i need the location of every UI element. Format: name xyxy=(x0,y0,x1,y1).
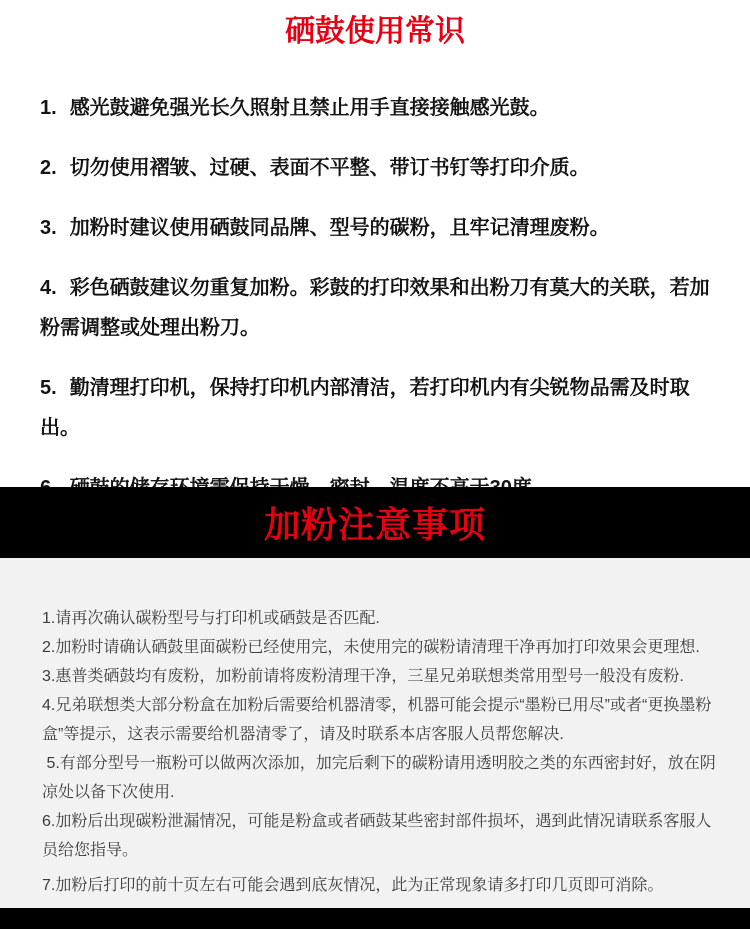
note-item: 6.加粉后出现碳粉泄漏情况，可能是粉盒或者硒鼓某些密封部件损坏，遇到此情况请联系客服人员给您指导。 xyxy=(42,813,712,859)
usage-item-text: 切勿使用褶皱、过硬、表面不平整、带订书钉等打印介质。 xyxy=(69,157,590,179)
usage-item-text: 感光鼓避免强光长久照射且禁止用手直接接触感光鼓。 xyxy=(69,97,550,119)
usage-item-text: 彩色硒鼓建议勿重复加粉。彩鼓的打印效果和出粉刀有莫大的关联，若加粉需调整或处理出粉刀。 xyxy=(40,277,710,339)
note-item: 5.有部分型号一瓶粉可以做两次添加，加完后剩下的碳粉请用透明胶之类的东西密封好，放在阴凉处以备下次使用. xyxy=(42,755,716,801)
usage-item xyxy=(40,208,710,248)
usage-item-text: 勤清理打印机，保持打印机内部清洁，若打印机内有尖锐物品需及时取出。 xyxy=(40,377,690,439)
note-item: 3.惠普类硒鼓均有废粉，加粉前请将废粉清理干净，三星兄弟联想类常用型号一般没有废粉. xyxy=(42,668,684,685)
page-title: 硒鼓使用常识 xyxy=(285,15,465,48)
usage-list xyxy=(40,88,710,508)
usage-item xyxy=(40,148,710,188)
note-item: 1.请再次确认碳粉型号与打印机或硒鼓是否匹配. xyxy=(42,610,380,627)
note-item: 7.加粉后打印的前十页左右可能会遇到底灰情况，此为正常现象请多打印几页即可消除。 xyxy=(42,877,664,894)
note-item: 4.兄弟联想类大部分粉盒在加粉后需要给机器清零，机器可能会提示“墨粉已用尽”或者“更换墨粉盒”等提示，这表示需要给机器清零了，请及时联系本店客服人员帮您解决. xyxy=(42,697,712,743)
usage-item-number: 3. xyxy=(40,217,57,239)
note-item: 2.加粉时请确认硒鼓里面碳粉已经使用完，未使用完的碳粉请清理干净再加打印效果会更理想. xyxy=(42,639,700,656)
usage-item-number: 1. xyxy=(40,97,57,119)
usage-item-number: 5. xyxy=(40,377,57,399)
usage-item xyxy=(40,368,710,448)
usage-item-number: 2. xyxy=(40,157,57,179)
usage-item xyxy=(40,268,710,348)
black-banner xyxy=(0,487,750,558)
banner-title: 加粉注意事项 xyxy=(263,504,486,545)
usage-item xyxy=(40,88,710,128)
usage-item-text: 加粉时建议使用硒鼓同品牌、型号的碳粉，且牢记清理废粉。 xyxy=(69,217,610,239)
bottom-bar xyxy=(0,908,750,929)
usage-item-number: 4. xyxy=(40,277,57,299)
refill-notes-section xyxy=(0,558,750,908)
